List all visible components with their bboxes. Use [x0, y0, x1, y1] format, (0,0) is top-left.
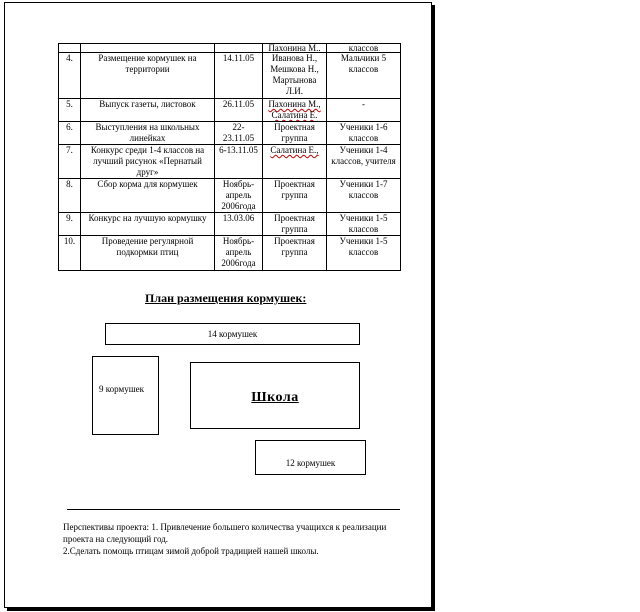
cell-responsible: Иванова Н., Мешкова Н., Мартынова Л.И. [263, 53, 327, 99]
cell-participants: Ученики 1-6 классов [327, 122, 401, 145]
cell-event: Конкурс среди 1-4 классов на лучший рисунок «Пернатый друг» [81, 145, 215, 179]
document-page [4, 2, 432, 608]
cell-number: 6. [59, 122, 81, 145]
cell-responsible: Пахонина М., Салатина Е. [263, 99, 327, 122]
cell-responsible: Пахонина М.. [263, 44, 327, 53]
plan-title: План размещения кормушек: [145, 291, 307, 305]
cell-number: 7. [59, 145, 81, 179]
cell-participants: Ученики 1-7 классов [327, 179, 401, 213]
cell-event: Размещение кормушек на территории [81, 53, 215, 99]
cell-event: Выпуск газеты, листовок [81, 99, 215, 122]
cell-number: 4. [59, 53, 81, 99]
cell-participants: Ученики 1-5 классов [327, 236, 401, 271]
divider-line [67, 509, 400, 510]
cell-event: Конкурс на лучшую кормушку [81, 213, 215, 236]
cell-participants: Мальчики 5 классов [327, 53, 401, 99]
cell-date: Ноябрь-апрель 2006года [215, 179, 263, 213]
cell-date: 13.03.06 [215, 213, 263, 236]
cell-responsible: Проектная группа [263, 179, 327, 213]
perspectives-line-1: Перспективы проекта: 1. Привлечение большего количества учащихся к реализации проекта на следующий год. [63, 522, 387, 544]
cell-date: 14.11.05 [215, 53, 263, 99]
perspectives-line-2: 2.Сделать помощь птицам зимой доброй традицией нашей школы. [63, 546, 319, 556]
cell-event: Проведение регулярной подкормки птиц [81, 236, 215, 271]
table-row [59, 99, 401, 122]
top-feeders-box [105, 323, 360, 345]
table-row [59, 145, 401, 179]
table-row [59, 122, 401, 145]
cell-date: 26.11.05 [215, 99, 263, 122]
cell-number: 8. [59, 179, 81, 213]
cell-event: Сбор корма для кормушек [81, 179, 215, 213]
cell-date: 22-23.11.05 [215, 122, 263, 145]
cell-number [59, 44, 81, 53]
cell-date [215, 44, 263, 53]
cell-number: 5. [59, 99, 81, 122]
left-feeders-box [92, 356, 159, 435]
cell-number: 9. [59, 213, 81, 236]
school-label: Школа [251, 390, 299, 405]
table-row [59, 179, 401, 213]
cell-responsible: Проектная группа [263, 213, 327, 236]
cell-event [81, 44, 215, 53]
table-row [59, 236, 401, 271]
cell-participants: Ученики 1-5 классов [327, 213, 401, 236]
cell-participants: Ученики 1-4 классов, учителя [327, 145, 401, 179]
events-table [58, 43, 401, 271]
school-box [190, 362, 360, 429]
cell-date: 6-13.11.05 [215, 145, 263, 179]
table-row [59, 213, 401, 236]
table-row [59, 53, 401, 99]
events-table-body [59, 44, 401, 271]
cell-date: Ноябрь-апрель 2006года [215, 236, 263, 271]
cell-participants: классов [327, 44, 401, 53]
cell-responsible: Проектная группа [263, 236, 327, 271]
table-row [59, 44, 401, 53]
left-feeders-label: 9 кормушек [99, 384, 145, 394]
bottom-feeders-label: 12 кормушек [285, 458, 336, 468]
cell-responsible: Проектная группа [263, 122, 327, 145]
cell-event: Выступления на школьных линейках [81, 122, 215, 145]
perspectives-text [63, 521, 403, 557]
cell-responsible: Салатина Е., [263, 145, 327, 179]
top-feeders-label: 14 кормушек [207, 329, 258, 339]
bottom-feeders-box [255, 440, 366, 475]
cell-participants: - [327, 99, 401, 122]
cell-number: 10. [59, 236, 81, 271]
